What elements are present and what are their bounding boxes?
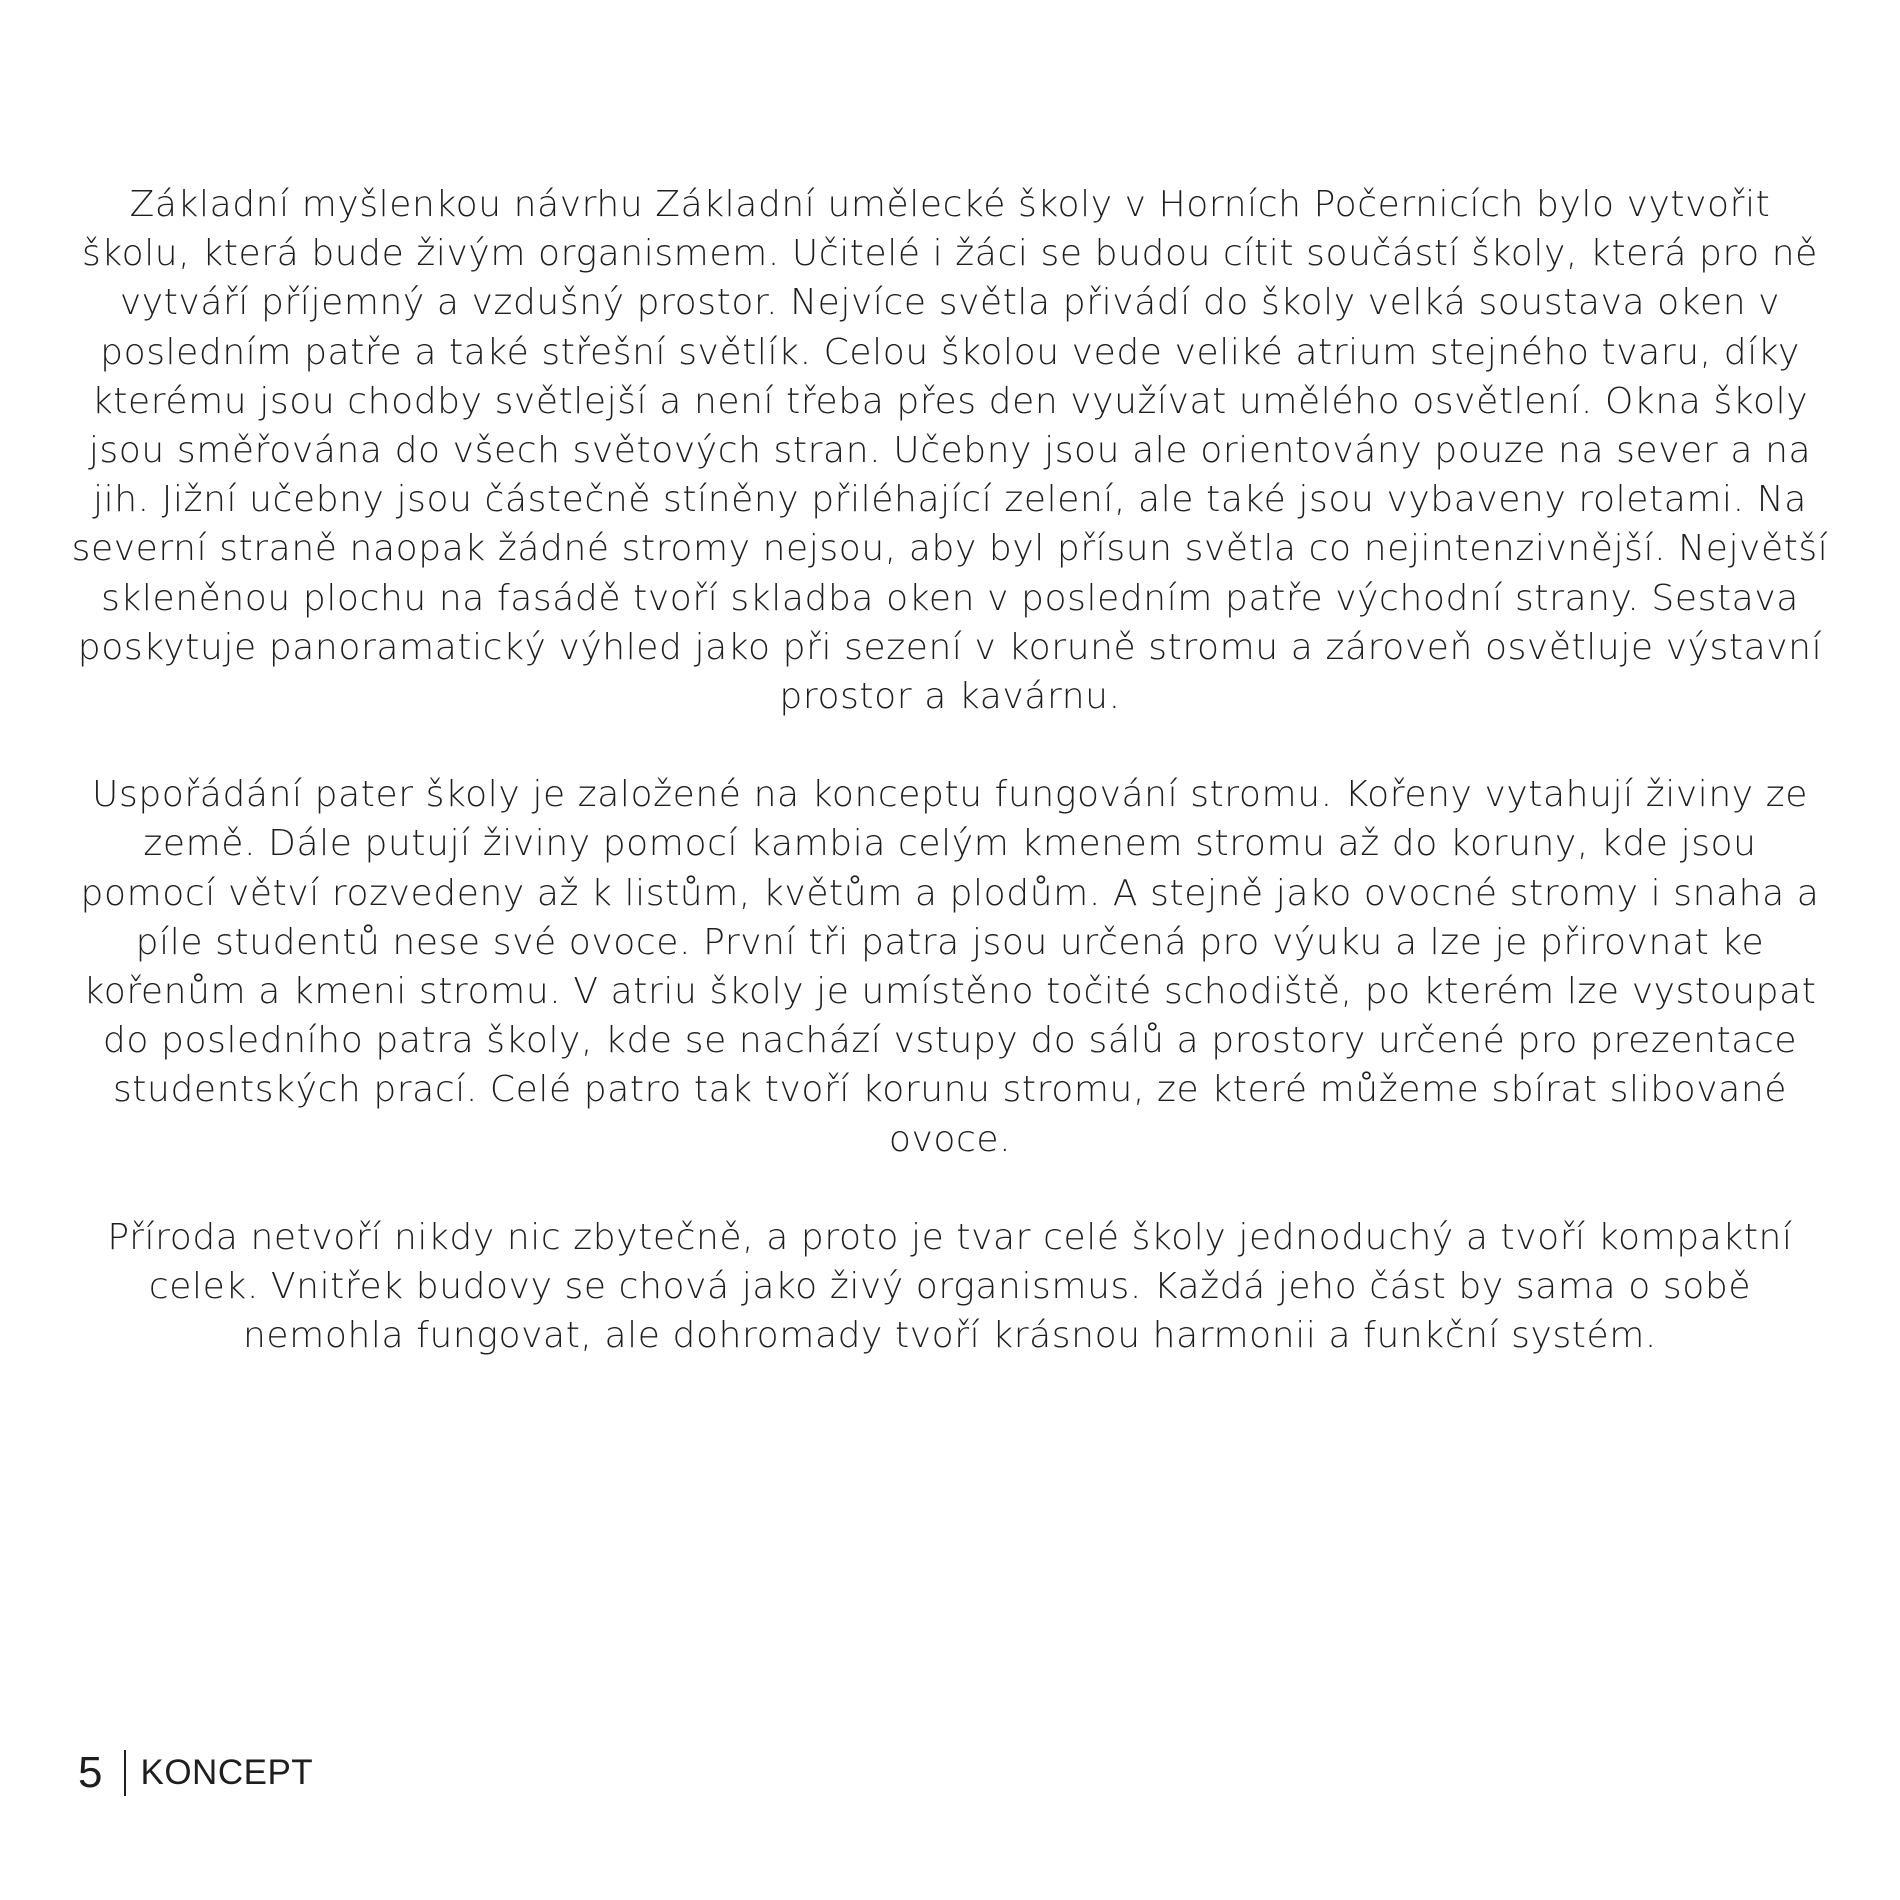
footer-divider	[124, 1750, 126, 1796]
page-number: 5	[78, 1748, 103, 1797]
section-label: KONCEPT	[140, 1753, 314, 1792]
page-body	[70, 180, 1830, 1360]
body-paragraph-2: Uspořádání pater školy je založené na konceptu fungování stromu. Kořeny vytahují živiny ze země. Dále putují živiny pomocí kambia celým kmenem stromu až do koruny, kde jsou pomocí větví rozvedeny až k listům, květům a plodům. A stejně jako ovocné stromy i snaha a píle studentů nese své ovoce. První tři patra jsou určená pro výuku a lze je přirovnat ke kořenům a kmeni stromu. V atriu školy je umístěno točité schodiště, po kterém lze vystoupat do posledního patra školy, kde se nachází vstupy do sálů a prostory určené pro prezentace studentských prací. Celé patro tak tvoří korunu stromu, ze které můžeme sbírat slibované ovoce.	[80, 774, 1820, 1160]
body-paragraph-3: Příroda netvoří nikdy nic zbytečně, a proto je tvar celé školy jednoduchý a tvoří kompaktní celek. Vnitřek budovy se chová jako živý organismus. Každá jeho část by sama o sobě nemohla fungovat, ale dohromady tvoří krásnou harmonii a funkční systém.	[107, 1216, 1793, 1357]
body-paragraph-1: Základní myšlenkou návrhu Základní umělecké školy v Horních Počernicích bylo vytvořit školu, která bude živým organismem. Učitelé i žáci se budou cítit součástí školy, která pro ně vytváří příjemný a vzdušný prostor. Nejvíce světla přivádí do školy velká soustava oken v posledním patře a také střešní světlík. Celou školou vede veliké atrium stejného tvaru, díky kterému jsou chodby světlejší a není třeba přes den využívat umělého osvětlení. Okna školy jsou směřována do všech světových stran. Učebny jsou ale orientovány pouze na sever a na jih. Jižní učebny jsou částečně stíněny přiléhající zelení, ale také jsou vybaveny roletami. Na severní straně naopak žádné stromy nejsou, aby byl přísun světla co nejintenzivnější. Největší skleněnou plochu na fasádě tvoří skladba oken v posledním patře východní strany. Sestava poskytuje panoramatický výhled jako při sezení v koruně stromu a zároveň osvětluje výstavní prostor a kavárnu.	[71, 184, 1829, 718]
page-footer	[78, 1748, 313, 1798]
